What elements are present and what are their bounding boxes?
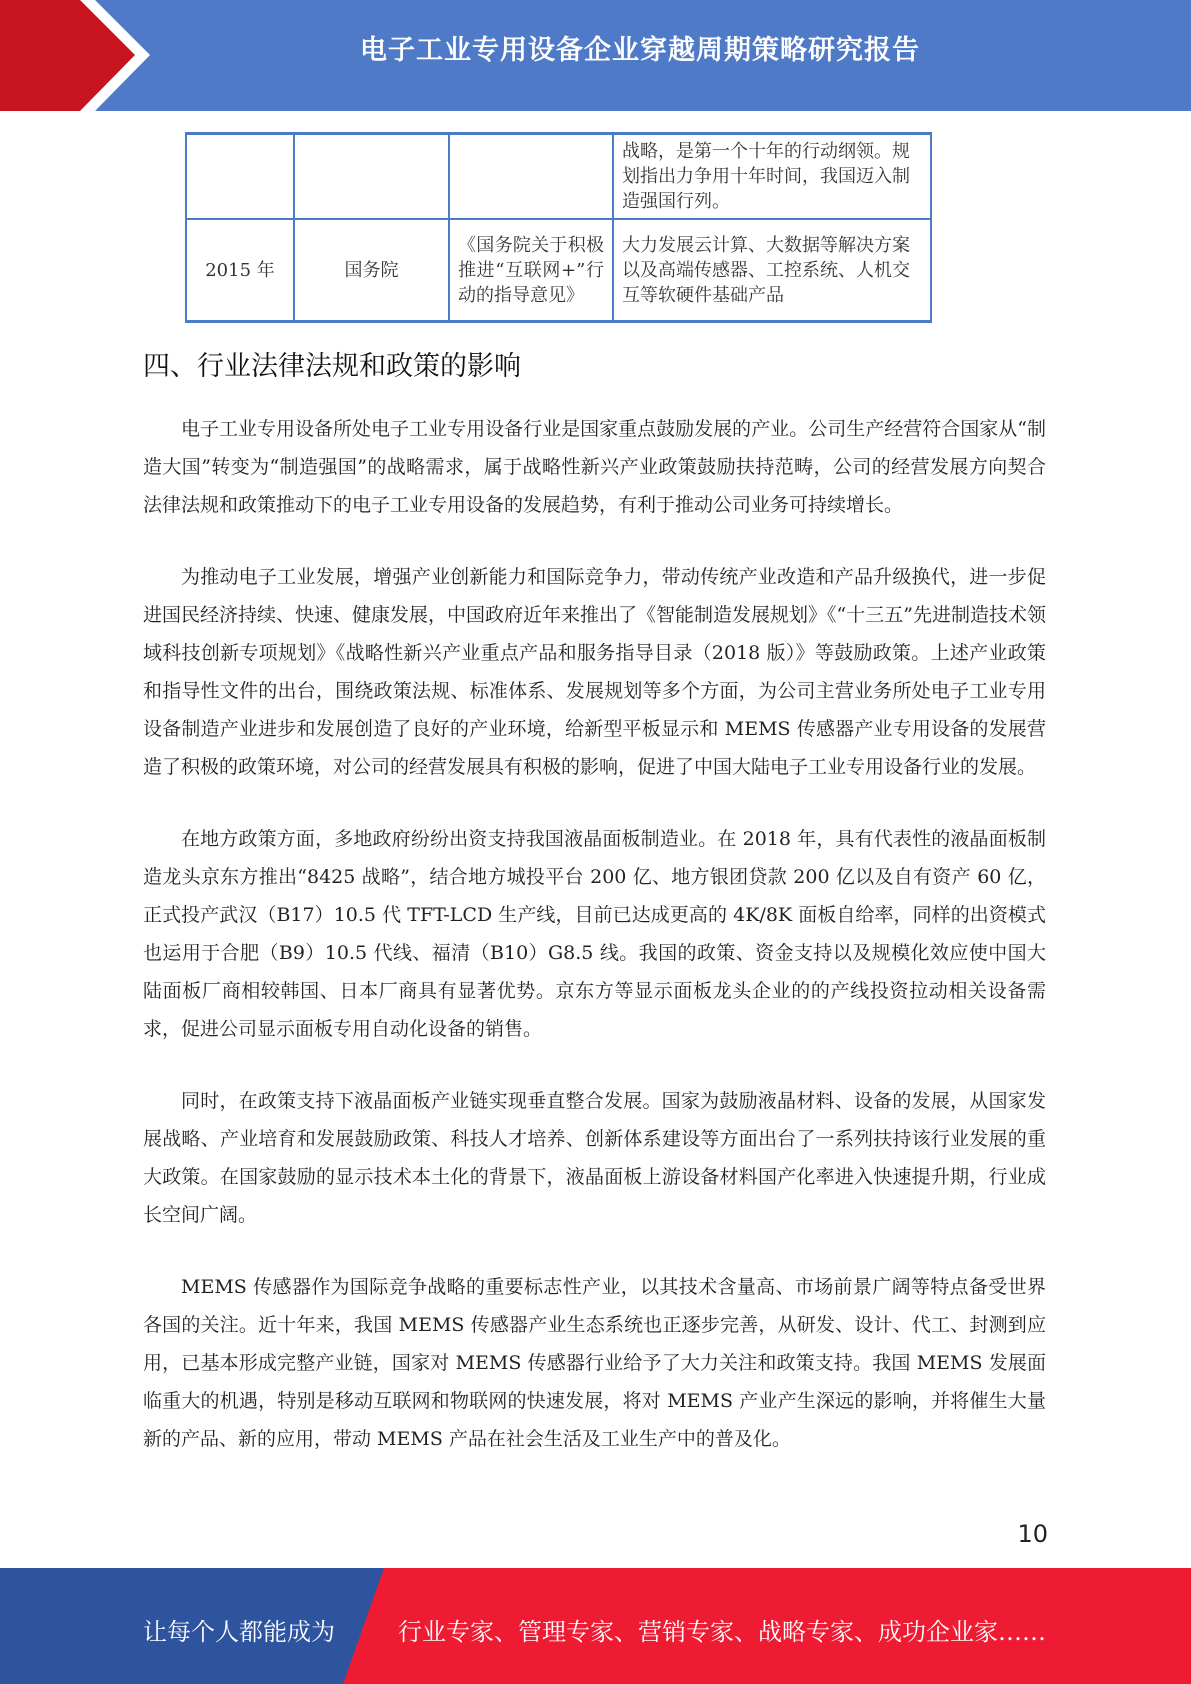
policy-table (185, 132, 932, 323)
table-cell-issuer: 国务院 (294, 219, 449, 322)
table-cell-content: 大力发展云计算、大数据等解决方案以及高端传感器、工控系统、人机交互等软硬件基础产品 (613, 219, 931, 322)
table-cell-year: 2015 年 (186, 219, 294, 322)
footer-slogan-left: 让每个人都能成为 (143, 1618, 335, 1646)
page-header (0, 0, 1191, 111)
table-row (186, 134, 931, 220)
paragraph: 为推动电子工业发展，增强产业创新能力和国际竞争力，带动传统产业改造和产品升级换代，进一步促进国民经济持续、快速、健康发展，中国政府近年来推出了《智能制造发展规划》《“十三五”先进制造技术领域科技创新专项规划》《战略性新兴产业重点产品和服务指导目录（2018 版）》等鼓励政策。上述产业政策和指导性文件的出台，围绕政策法规、标准体系、发展规划等多个方面，为公司主营业务所处电子工业专用设备制造产业进步和发展创造了良好的产业环境，给新型平板显示和 MEMS 传感器产业专用设备的发展营造了积极的政策环境，对公司的经营发展具有积极的影响，促进了中国大陆电子工业专用设备行业的发展。 (143, 566, 1046, 778)
table-cell-document (449, 134, 613, 220)
page-footer (0, 1568, 1191, 1684)
table-cell-content: 战略，是第一个十年的行动纲领。规划指出力争用十年时间，我国迈入制造强国行列。 (613, 134, 931, 220)
table-cell-year (186, 134, 294, 220)
table-cell-document: 《国务院关于积极推进“互联网+”行动的指导意见》 (449, 219, 613, 322)
section-title: 四、行业法律法规和政策的影响 (143, 351, 521, 382)
paragraph: MEMS 传感器作为国际竞争战略的重要标志性产业，以其技术含量高、市场前景广阔等特点备受世界各国的关注。近十年来，我国 MEMS 传感器产业生态系统也正逐步完善，从研发、设计、代工、封测到应用，已基本形成完整产业链，国家对 MEMS 传感器行业给予了大力关注和政策支持。我国 MEMS 发展面临重大的机遇，特别是移动互联网和物联网的快速发展，将对 MEMS 产业产生深远的影响，并将催生大量新的产品、新的应用，带动 MEMS 产品在社会生活及工业生产中的普及化。 (143, 1276, 1046, 1450)
table-row (186, 219, 931, 322)
header-title: 电子工业专用设备企业穿越周期策略研究报告 (360, 35, 920, 66)
page-number: 10 (1017, 1520, 1048, 1548)
table-cell-issuer (294, 134, 449, 220)
footer-slogan-right: 行业专家、管理专家、营销专家、战略专家、成功企业家…… (398, 1618, 1046, 1646)
paragraph: 同时，在政策支持下液晶面板产业链实现垂直整合发展。国家为鼓励液晶材料、设备的发展，从国家发展战略、产业培育和发展鼓励政策、科技人才培养、创新体系建设等方面出台了一系列扶持该行业发展的重大政策。在国家鼓励的显示技术本土化的背景下，液晶面板上游设备材料国产化率进入快速提升期，行业成长空间广阔。 (143, 1090, 1046, 1226)
section-body (143, 410, 1046, 1492)
paragraph: 电子工业专用设备所处电子工业专用设备行业是国家重点鼓励发展的产业。公司生产经营符合国家从“制造大国”转变为“制造强国”的战略需求，属于战略性新兴产业政策鼓励扶持范畴，公司的经营发展方向契合法律法规和政策推动下的电子工业专用设备的发展趋势，有利于推动公司业务可持续增长。 (143, 418, 1046, 516)
paragraph: 在地方政策方面，多地政府纷纷出资支持我国液晶面板制造业。在 2018 年，具有代表性的液晶面板制造龙头京东方推出“8425 战略”，结合地方城投平台 200 亿、地方银团贷款 200 亿以及自有资产 60 亿，正式投产武汉（B17）10.5 代 TFT-LCD 生产线，目前已达成更高的 4K/8K 面板自给率，同样的出资模式也运用于合肥（B9）10.5 代线、福清（B10）G8.5 线。我国的政策、资金支持以及规模化效应使中国大陆面板厂商相较韩国、日本厂商具有显著优势。京东方等显示面板龙头企业的的产线投资拉动相关设备需求，促进公司显示面板专用自动化设备的销售。 (143, 828, 1046, 1040)
